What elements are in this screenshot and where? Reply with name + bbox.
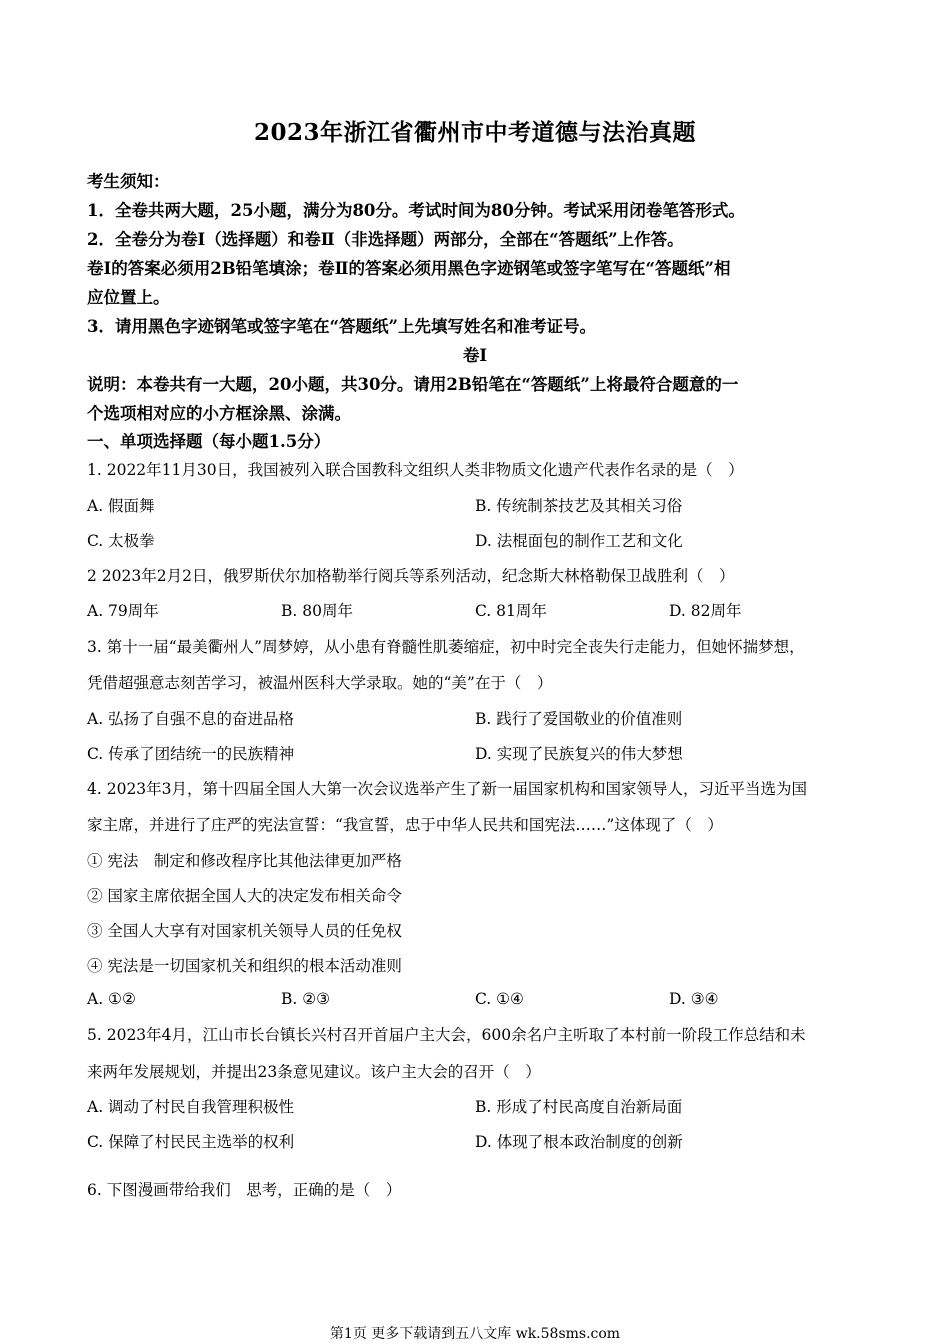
question-4-stem: 家主席，并进行了庄严的宪法宣誓：“我宣誓，忠于中华人民共和国宪法……”这体现了（ ） bbox=[87, 816, 723, 834]
question-1-option-b: B. 传统制茶技艺及其相关习俗 bbox=[475, 497, 683, 515]
volume-description: 说明：本卷共有一大题，20小题，共30分。请用2B铅笔在“答题纸”上将最符合题意的一 bbox=[87, 375, 739, 394]
question-6-stem: 6. 下图漫画带给我们 思考，正确的是（ ） bbox=[87, 1181, 402, 1199]
question-3-stem: 凭借超强意志刻苦学习，被温州医科大学录取。她的“美”在于（ ） bbox=[87, 674, 553, 692]
question-5-option-b: B. 形成了村民高度自治新局面 bbox=[475, 1098, 683, 1116]
question-2-option-d: D. 82周年 bbox=[669, 602, 742, 620]
question-1-stem: 1. 2022年11月30日，我国被列入联合国教科文组织人类非物质文化遗产代表作名录的是（ ） bbox=[87, 461, 744, 479]
question-4-statement: ④ 宪法是一切国家机关和组织的根本活动准则 bbox=[87, 957, 402, 975]
question-5-stem: 来两年发展规划，并提出23条意见建议。该户主大会的召开（ ） bbox=[87, 1063, 541, 1081]
question-1-option-c: C. 太极拳 bbox=[87, 532, 155, 550]
question-3-option-d: D. 实现了民族复兴的伟大梦想 bbox=[475, 745, 683, 763]
question-4-stem: 4. 2023年3月，第十四届全国人大第一次会议选举产生了新一届国家机构和国家领导人，习近平当选为国 bbox=[87, 780, 808, 798]
question-2-option-b: B. 80周年 bbox=[281, 602, 353, 620]
question-2-option-a: A. 79周年 bbox=[87, 602, 159, 620]
question-4-option-c: C. ①④ bbox=[475, 990, 524, 1008]
notice-item: 3．请用黑色字迹钢笔或签字笔在“答题纸”上先填写姓名和准考证号。 bbox=[87, 317, 596, 336]
question-1-option-a: A. 假面舞 bbox=[87, 497, 155, 515]
question-2-option-c: C. 81周年 bbox=[475, 602, 547, 620]
question-5-option-a: A. 调动了村民自我管理积极性 bbox=[87, 1098, 295, 1116]
question-2-stem: 2 2023年2月2日，俄罗斯伏尔加格勒举行阅兵等系列活动，纪念斯大林格勒保卫战胜利（ ） bbox=[87, 567, 735, 585]
question-4-option-a: A. ①② bbox=[87, 990, 136, 1008]
page-footer: 第1页 更多下载请到五八文库 wk.58sms.com bbox=[329, 1326, 621, 1342]
question-3-option-b: B. 践行了爱国敬业的价值准则 bbox=[475, 710, 683, 728]
page-title: 2023年浙江省衢州市中考道德与法治真题 bbox=[253, 119, 696, 146]
volume-description: 个选项相对应的小方框涂黑、涂满。 bbox=[87, 404, 351, 423]
question-5-option-d: D. 体现了根本政治制度的创新 bbox=[475, 1133, 683, 1151]
notice-item: 2．全卷分为卷Ⅰ（选择题）和卷Ⅱ（非选择题）两部分，全部在“答题纸”上作答。 bbox=[87, 230, 684, 249]
question-4-option-d: D. ③④ bbox=[669, 990, 719, 1008]
section-heading: 一、单项选择题（每小题1.5分） bbox=[87, 432, 331, 451]
question-5-option-c: C. 保障了村民民主选举的权利 bbox=[87, 1133, 295, 1151]
question-4-statement: ③ 全国人大享有对国家机关领导人员的任免权 bbox=[87, 922, 402, 940]
question-3-stem: 3. 第十一届“最美衢州人”周梦婷，从小患有脊髓性肌萎缩症，初中时完全丧失行走能力，但她怀揣梦想， bbox=[87, 638, 805, 656]
question-3-option-a: A. 弘扬了自强不息的奋进品格 bbox=[87, 710, 295, 728]
volume-label: 卷Ⅰ bbox=[462, 346, 488, 365]
question-3-option-c: C. 传承了团结统一的民族精神 bbox=[87, 745, 295, 763]
question-4-option-b: B. ②③ bbox=[281, 990, 331, 1008]
notice-item: 卷Ⅰ的答案必须用2B铅笔填涂；卷Ⅱ的答案必须用黑色字迹钢笔或签字笔写在“答题纸”相 bbox=[87, 259, 731, 278]
question-5-stem: 5. 2023年4月，江山市长台镇长兴村召开首届户主大会，600余名户主听取了本村前一阶段工作总结和未 bbox=[87, 1026, 806, 1044]
notice-heading: 考生须知： bbox=[87, 172, 170, 191]
notice-item: 应位置上。 bbox=[87, 288, 170, 307]
notice-item: 1．全卷共两大题，25小题，满分为80分。考试时间为80分钟。考试采用闭卷笔答形式。 bbox=[87, 201, 745, 220]
question-4-statement: ② 国家主席依据全国人大的决定发布相关命令 bbox=[87, 887, 402, 905]
question-4-statement: ① 宪法 制定和修改程序比其他法律更加严格 bbox=[87, 852, 402, 870]
question-1-option-d: D. 法棍面包的制作工艺和文化 bbox=[475, 532, 683, 550]
